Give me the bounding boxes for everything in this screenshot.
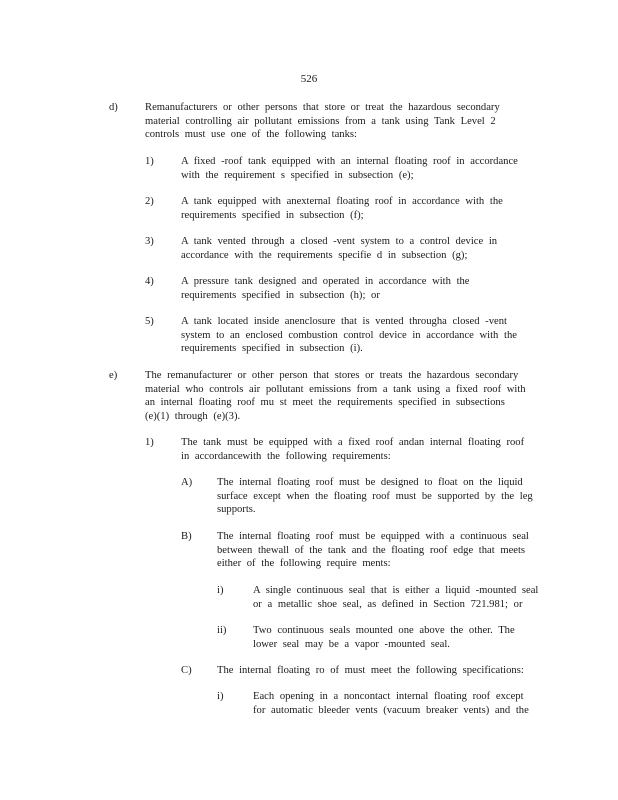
text-line: A fixed -roof tank equipped with an internal floating roof in accordance [181,156,518,167]
paragraph-text [145,369,526,423]
list-marker: i) [217,691,224,702]
list-marker: 4) [145,276,154,287]
text-line: supports. [217,504,256,516]
text-line: requirements specified in subsection (h); or [181,289,380,301]
text-line: an internal floating roof mu st meet the requirements specified in subsections [145,397,505,409]
text-line: requirements specified in subsection (f); [181,209,364,221]
list-marker: 1) [145,437,154,448]
text-line: with the requirement s specified in subsection (e); [181,169,414,181]
paragraph-text [253,624,515,651]
text-line: The remanufacturer or other person that stores or treats the hazardous secondary [145,370,519,381]
list-marker: 5) [145,316,154,327]
text-line: surface except when the floating roof must be supported by the leg [217,490,533,502]
text-line: Two continuous seals mounted one above the other. The [253,625,515,636]
paragraph-text [217,530,529,571]
text-line: A tank vented through a closed -vent system to a control device in [181,236,498,247]
text-line: A single continuous seal that is either a liquid -mounted seal [253,585,539,596]
text-line: The tank must be equipped with a fixed roof andan internal floating roof [181,437,525,448]
text-line: requirements specified in subsection (i). [181,343,363,355]
page-number: 526 [300,73,318,85]
text-line: (e)(1) through (e)(3). [145,410,241,422]
text-line: lower seal may be a vapor -mounted seal. [253,638,450,650]
list-marker: 1) [145,156,154,167]
paragraph-text [181,436,524,463]
text-line: A tank located inside anenclosure that is vented througha closed -vent [181,316,507,327]
text-line: A pressure tank designed and operated in accordance with the [181,276,470,287]
paragraph-text [181,195,503,222]
text-line: either of the following require ments: [217,558,391,570]
list-marker: A) [181,477,193,488]
text-line: system to an enclosed combustion control device in accordance with the [181,329,517,341]
text-line: between thewall of the tank and the floating roof edge that meets [217,544,526,556]
text-line: Remanufacturers or other persons that store or treat the hazardous secondary [145,102,500,113]
paragraph-text [217,664,524,678]
list-marker: C) [181,665,192,676]
list-marker: 2) [145,196,154,207]
paragraph-text [181,275,470,302]
text-line: The internal floating roof must be equipped with a continuous seal [217,531,529,542]
list-marker: e) [109,370,118,381]
text-line: A tank equipped with anexternal floating roof in accordance with the [181,196,503,207]
list-marker: 3) [145,236,154,247]
text-line: for automatic bleeder vents (vacuum breaker vents) and the [253,704,529,716]
text-line: Each opening in a noncontact internal floating roof except [253,691,524,702]
text-line: material who controls air pollutant emissions from a tank using a fixed roof with [145,383,526,395]
paragraph-text [181,155,518,182]
paragraph-text [217,476,533,517]
paragraph-text [145,101,500,142]
text-line: controls must use one of the following tanks: [145,129,357,141]
text-line: The internal floating roof must be designed to float on the liquid [217,477,523,488]
text-line: in accordancewith the following requirements: [181,450,391,462]
text-line: The internal floating ro of must meet the following specifications: [217,665,524,676]
list-marker: ii) [217,625,227,636]
list-marker: i) [217,585,224,596]
paragraph-text [253,584,538,611]
list-marker: B) [181,531,192,542]
text-line: accordance with the requirements specifie d in subsection (g); [181,249,468,261]
paragraph-text [181,235,497,262]
paragraph-text [181,315,517,356]
text-line: material controlling air pollutant emissions from a tank using Tank Level 2 [145,115,496,127]
paragraph-text [253,690,529,717]
text-line: or a metallic shoe seal, as defined in Section 721.981; or [253,598,523,610]
list-marker: d) [109,102,118,113]
